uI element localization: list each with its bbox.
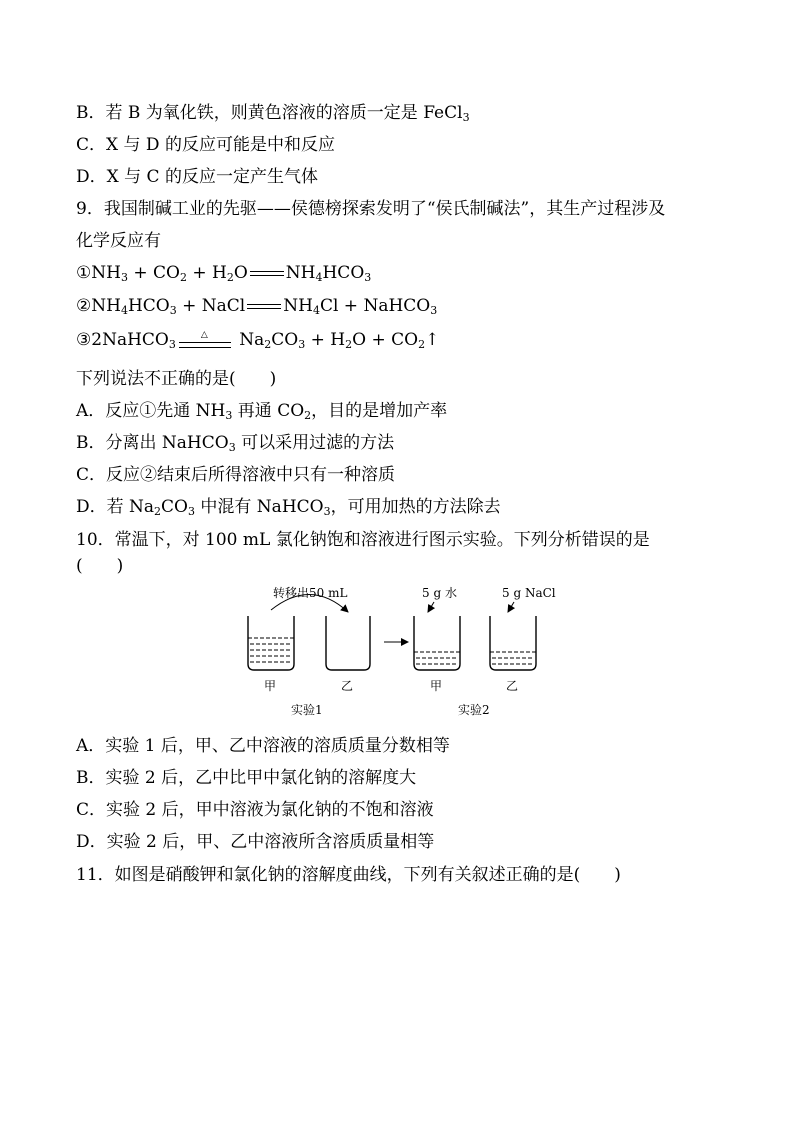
transfer-label: 转移出50 mL	[273, 586, 348, 600]
q10-stem-line1: 10．常温下，对 100 mL 氯化钠饱和溶液进行图示实验。下列分析错误的是	[76, 530, 650, 550]
label-experiment-1: 实验1	[291, 703, 323, 717]
q8-option-d: D．X 与 C 的反应一定产生气体	[76, 167, 318, 187]
label-yi-exp1: 乙	[341, 679, 354, 693]
q9-equation-3: ③2NaHCO$_3$ △ $Na_2CO_3 + H_2O$ + $CO_2↑$	[76, 329, 440, 351]
equals-sign	[250, 269, 284, 279]
q9-option-d: D．若 $Na_2CO_3$ 中混有 NaHCO$_3$，可用加热的方法除去	[76, 497, 501, 518]
q9-equation-2: $②NH_4HCO_3$ + NaCl $NH_4Cl$ + NaHCO$_3$	[76, 296, 438, 317]
q9-equation-1: $①NH_3 + CO_2 + H_2O$ $NH_4HCO_3$	[76, 263, 372, 284]
gas-arrow-icon: ↑	[425, 330, 440, 350]
nacl-label: 5 g NaCl	[502, 586, 556, 600]
label-jia-exp1: 甲	[264, 679, 277, 693]
q10-option-d: D．实验 2 后，甲、乙中溶液所含溶质质量相等	[76, 832, 435, 852]
add-water-arrow-icon	[428, 602, 434, 612]
q10-option-a: A．实验 1 后，甲、乙中溶液的溶质质量分数相等	[76, 736, 450, 756]
beaker-yi-exp2	[490, 616, 536, 670]
heating-arrow	[179, 329, 231, 348]
q9-prompt: 下列说法不正确的是( )	[76, 369, 277, 389]
q9-stem-line2: 化学反应有	[76, 231, 161, 251]
water-label: 5 g 水	[422, 586, 457, 600]
beaker-yi-exp1	[326, 616, 370, 670]
q10-option-b: B．实验 2 后，乙中比甲中氯化钠的溶解度大	[76, 768, 417, 788]
add-nacl-arrow-icon	[508, 602, 514, 612]
beaker-jia-exp1	[248, 616, 294, 670]
q11-stem: 11．如图是硝酸钾和氯化钠的溶解度曲线，下列有关叙述正确的是( )	[76, 865, 621, 885]
heat-triangle-icon: △	[200, 329, 208, 340]
q10-option-c: C．实验 2 后，甲中溶液为氯化钠的不饱和溶液	[76, 800, 434, 820]
q9-option-b: B．分离出 NaHCO$_3$ 可以采用过滤的方法	[76, 433, 395, 454]
equals-sign	[247, 302, 281, 312]
experiment-figure	[236, 580, 566, 720]
q8-option-c: C．X 与 D 的反应可能是中和反应	[76, 135, 335, 155]
label-jia-exp2: 甲	[430, 679, 443, 693]
beaker-jia-exp2	[414, 616, 460, 670]
label-yi-exp2: 乙	[506, 679, 519, 693]
q9-stem-line1: 9．我国制碱工业的先驱——侯德榜探索发明了“侯氏制碱法”，其生产过程涉及	[76, 199, 666, 219]
q9-option-a: A．反应①先通 $NH_3$ 再通 $CO_2$，目的是增加产率	[76, 401, 448, 422]
label-experiment-2: 实验2	[458, 703, 490, 717]
q8-option-b: B．若 B 为氧化铁，则黄色溶液的溶质一定是 FeCl$_3$	[76, 103, 470, 124]
q9-option-c: C．反应②结束后所得溶液中只有一种溶质	[76, 465, 396, 485]
q10-stem-line2: ( )	[76, 556, 124, 576]
